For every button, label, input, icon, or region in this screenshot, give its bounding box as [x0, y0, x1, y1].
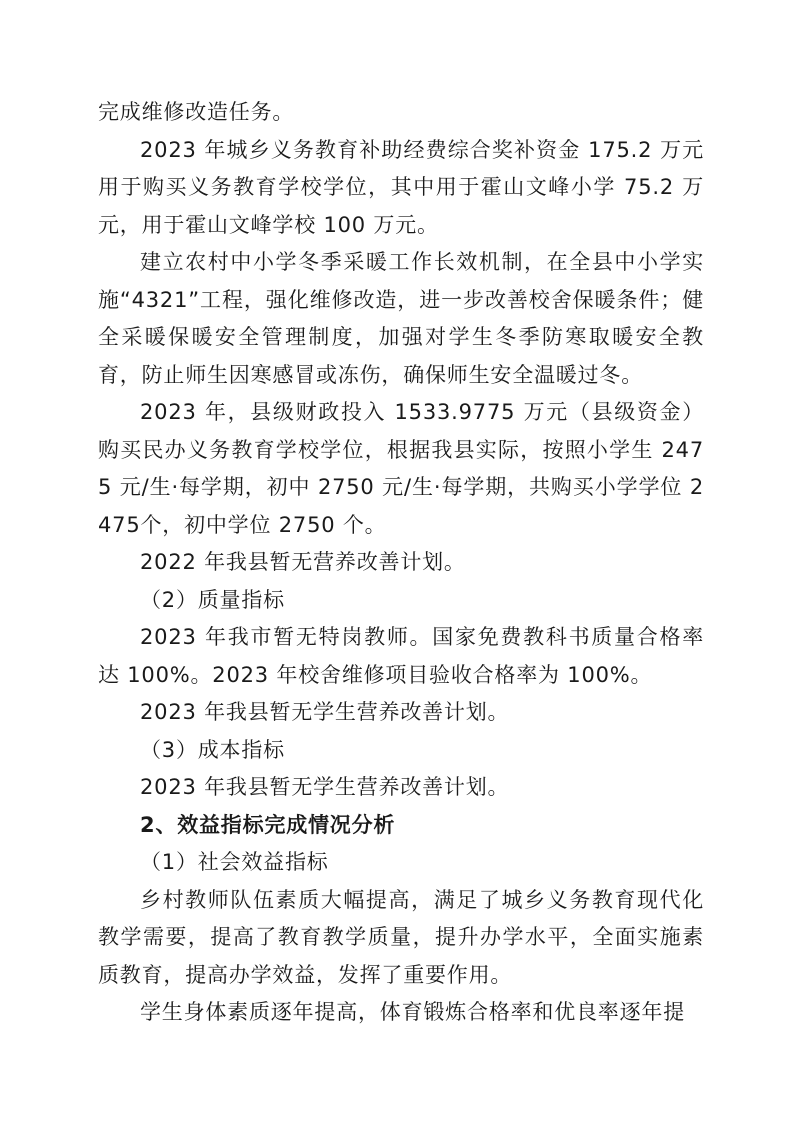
paragraph-nutrition-2022: 2022 年我县暂无营养改善计划。 [140, 550, 466, 574]
subheading-quality-indicators: （2）质量指标 [140, 587, 285, 612]
subheading-cost-indicators: （3）成本指标 [140, 737, 285, 762]
document-page [98, 94, 704, 1032]
section-heading-benefit-indicators: 2、效益指标完成情况分析 [140, 812, 396, 837]
paragraph-subsidy-funds: 2023 年城乡义务教育补助经费综合奖补资金 175.2 万元用于购买义务教育学校学位，其中用于霍山文峰小学 75.2 万元，用于霍山文峰学校 100 万元。 [98, 137, 704, 237]
paragraph-quality-details: 2023 年我市暂无特岗教师。国家免费教科书质量合格率达 100%。2023 年校舍维修项目验收合格率为 100%。 [98, 625, 704, 687]
paragraph-continuation: 完成维修改造任务。 [98, 100, 295, 124]
paragraph-nutrition-cost: 2023 年我县暂无学生营养改善计划。 [140, 775, 510, 799]
paragraph-nutrition-quality: 2023 年我县暂无学生营养改善计划。 [140, 700, 510, 724]
paragraph-student-fitness: 学生身体素质逐年提高，体育锻炼合格率和优良率逐年提 [140, 1000, 685, 1024]
paragraph-winter-heating: 建立农村中小学冬季采暖工作长效机制，在全县中小学实施“4321”工程，强化维修改造，进一步改善校舍保暖条件；健全采暖保暖安全管理制度，加强对学生冬季防寒取暖安全教育，防止师生因寒感冒或冻伤，确保师生安全温暖过冬。 [98, 250, 704, 387]
paragraph-teacher-quality: 乡村教师队伍素质大幅提高，满足了城乡义务教育现代化教学需要，提高了教育教学质量，提升办学水平，全面实施素质教育，提高办学效益，发挥了重要作用。 [98, 887, 704, 987]
paragraph-private-school-places: 2023 年，县级财政投入 1533.9775 万元（县级资金）购买民办义务教育学校学位，根据我县实际，按照小学生 2475 元/生·每学期，初中 2750 元/生·每学期，共购买小学学位 2475个，初中学位 2750 个。 [98, 400, 704, 537]
subheading-social-benefit: （1）社会效益指标 [140, 850, 329, 874]
